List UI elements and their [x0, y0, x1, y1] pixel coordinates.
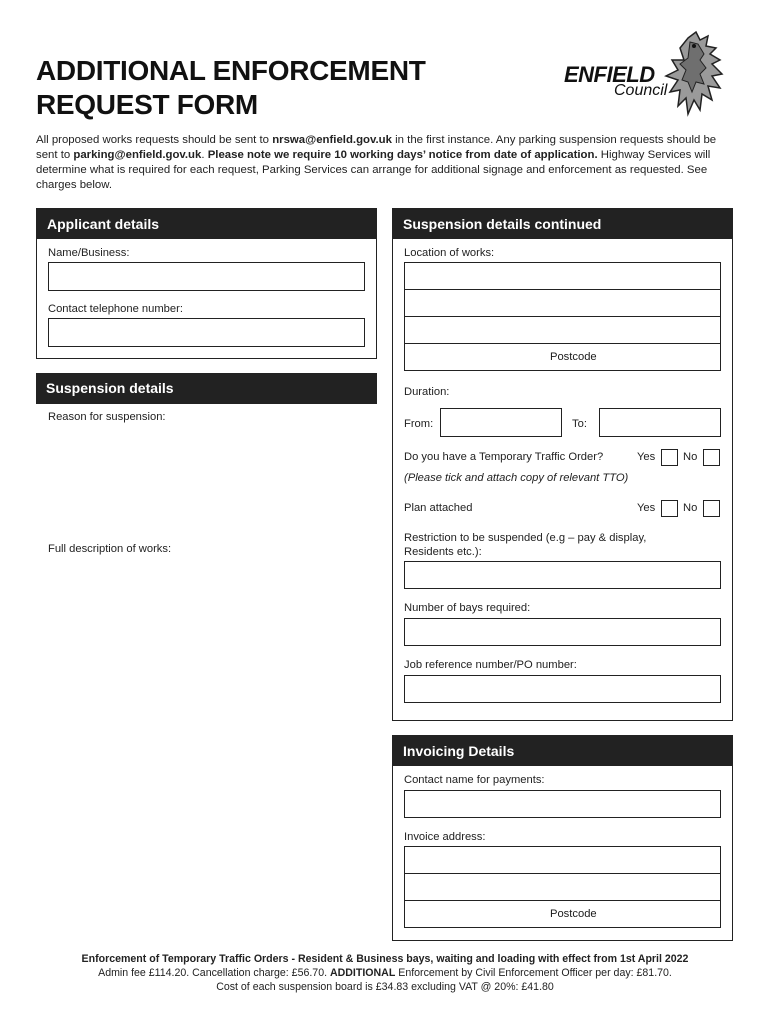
- applicant-details-panel: [36, 208, 377, 359]
- nrswa-email-link[interactable]: nrswa@enfield.gov.uk: [272, 134, 392, 146]
- footer-fees: Admin fee £114.20. Cancellation charge: £56.70.: [98, 967, 330, 979]
- tto-yes-label: Yes: [637, 451, 656, 463]
- notice-text: Please note we require 10 working days’ notice from date of application.: [207, 149, 598, 161]
- footer-heading: Enforcement of Temporary Traffic Orders - Resident & Business bays, waiting and loading with effect from 1st April 2022: [81, 953, 689, 965]
- intro-part-1: All proposed works requests should be sent to: [36, 134, 273, 146]
- intro-text: [36, 133, 736, 193]
- enfield-council-logo: [560, 30, 740, 120]
- to-date-field[interactable]: [599, 408, 721, 437]
- suspension-details-heading: Suspension details: [36, 373, 377, 403]
- dragon-icon: [660, 30, 738, 118]
- title-line-2: REQUEST FORM: [36, 89, 258, 120]
- location-line-2-field[interactable]: [404, 289, 721, 317]
- full-description-label: Full description of works:: [48, 543, 172, 555]
- bays-required-field[interactable]: [404, 618, 721, 646]
- plan-yes-checkbox[interactable]: [661, 500, 678, 517]
- contact-telephone-field[interactable]: [48, 318, 365, 347]
- invoicing-details-heading: Invoicing Details: [393, 736, 732, 766]
- parking-email-link[interactable]: parking@enfield.gov.uk: [73, 149, 202, 161]
- logo-brand: ENFIELD: [564, 62, 655, 87]
- full-description-field[interactable]: [46, 560, 371, 720]
- footer-enforcement-fee: Enforcement by Civil Enforcement Officer per day: £81.70.: [395, 967, 672, 979]
- suspension-continued-heading: Suspension details continued: [393, 209, 732, 239]
- suspension-details-panel: [36, 373, 377, 404]
- plan-yes-label: Yes: [637, 502, 656, 514]
- invoice-postcode-field[interactable]: [404, 900, 721, 928]
- location-line-1-field[interactable]: [404, 262, 721, 290]
- footer-line-1: [0, 952, 770, 966]
- invoicing-details-panel: [392, 735, 733, 941]
- reason-for-suspension-field[interactable]: [46, 428, 371, 538]
- from-label: From:: [404, 418, 434, 430]
- job-reference-label: Job reference number/PO number:: [404, 659, 577, 671]
- logo-sub: Council: [614, 82, 668, 99]
- bays-required-label: Number of bays required:: [404, 602, 531, 614]
- contact-telephone-label: Contact telephone number:: [48, 303, 183, 315]
- charges-footer: [0, 952, 770, 994]
- intro-part-3: .: [201, 149, 208, 161]
- footer-additional: ADDITIONAL: [329, 967, 396, 979]
- plan-no-checkbox[interactable]: [703, 500, 720, 517]
- invoice-address-label: Invoice address:: [404, 831, 486, 843]
- name-business-field[interactable]: [48, 262, 365, 291]
- location-of-works-label: Location of works:: [404, 247, 495, 259]
- to-label: To:: [572, 418, 587, 430]
- location-line-3-field[interactable]: [404, 316, 721, 344]
- intro-part-4: Highway Services will determine what is required for each request, Parking Services can arrange for additional signage and enforcement as requested. See charges below.: [36, 149, 711, 191]
- name-business-label: Name/Business:: [48, 247, 130, 259]
- invoice-postcode-label: Postcode: [550, 908, 597, 920]
- tto-yes-checkbox[interactable]: [661, 449, 678, 466]
- location-postcode-field[interactable]: [404, 343, 721, 371]
- footer-line-3: Cost of each suspension board is £34.83 excluding VAT @ 20%: £41.80: [216, 981, 554, 993]
- title-line-1: ADDITIONAL ENFORCEMENT: [36, 55, 426, 86]
- restriction-field[interactable]: [404, 561, 721, 589]
- reason-for-suspension-label: Reason for suspension:: [48, 411, 166, 423]
- plan-no-label: No: [683, 502, 698, 514]
- applicant-details-heading: Applicant details: [37, 209, 376, 239]
- suspension-continued-panel: [392, 208, 733, 721]
- payment-contact-field[interactable]: [404, 790, 721, 818]
- plan-attached-label: Plan attached: [404, 502, 473, 514]
- location-postcode-label: Postcode: [550, 351, 597, 363]
- page-title: [36, 54, 426, 122]
- tto-no-checkbox[interactable]: [703, 449, 720, 466]
- invoice-address-line-2-field[interactable]: [404, 873, 721, 901]
- payment-contact-label: Contact name for payments:: [404, 774, 545, 786]
- invoice-address-line-1-field[interactable]: [404, 846, 721, 874]
- tto-question-label: Do you have a Temporary Traffic Order?: [404, 451, 604, 463]
- job-reference-field[interactable]: [404, 675, 721, 703]
- tto-no-label: No: [683, 451, 698, 463]
- duration-label: Duration:: [404, 386, 450, 398]
- tto-note: (Please tick and attach copy of relevant TTO): [404, 472, 629, 484]
- from-date-field[interactable]: [440, 408, 562, 437]
- intro-part-2: in the first instance. Any parking suspension requests should be sent to: [36, 134, 717, 161]
- restriction-label: Restriction to be suspended (e.g – pay & display, Residents etc.):: [404, 532, 647, 558]
- footer-line-2: [0, 966, 770, 980]
